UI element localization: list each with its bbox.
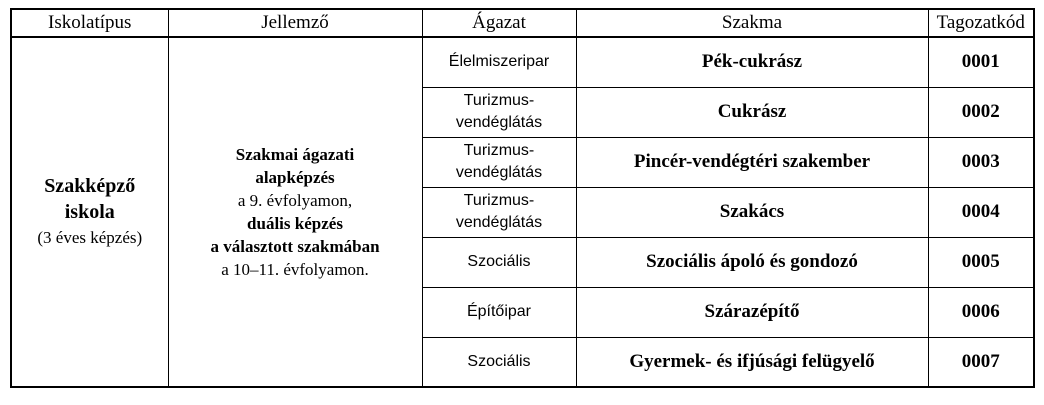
sector-line: Turizmus-: [463, 192, 535, 209]
profession-cell: Szakács: [576, 187, 928, 237]
code-cell: 0003: [928, 137, 1034, 187]
description-line: duális képzés: [247, 214, 343, 233]
sector-cell: [422, 137, 576, 187]
header-sector: Ágazat: [422, 9, 576, 37]
description-line: a 10–11. évfolyamon.: [221, 260, 369, 279]
sector-line: vendéglátás: [455, 214, 543, 231]
description-line: a 9. évfolyamon,: [237, 191, 353, 210]
header-characteristic: Jellemző: [168, 9, 422, 37]
school-programs-table: [10, 8, 1035, 388]
sector-cell: [422, 187, 576, 237]
school-type-name-line1: Szakképző: [44, 175, 136, 197]
school-type-note: (3 éves képzés): [37, 228, 143, 247]
code-cell: 0005: [928, 237, 1034, 287]
sector-line: vendéglátás: [455, 164, 543, 181]
sector-cell: [422, 87, 576, 137]
code-cell: 0007: [928, 337, 1034, 387]
description-line: a választott szakmában: [210, 237, 380, 256]
header-profession: Szakma: [576, 9, 928, 37]
sector-line: Turizmus-: [463, 142, 535, 159]
school-type-name-line2: iskola: [64, 201, 115, 223]
sector-line: Élelmiszeripar: [448, 53, 550, 71]
sector-cell: [422, 37, 576, 87]
sector-cell: [422, 337, 576, 387]
description-line: alapképzés: [255, 168, 335, 187]
profession-cell: Szociális ápoló és gondozó: [576, 237, 928, 287]
code-cell: 0006: [928, 287, 1034, 337]
header-section-code: Tagozatkód: [928, 9, 1034, 37]
profession-cell: Szárazépítő: [576, 287, 928, 337]
sector-line: Szociális: [467, 253, 531, 270]
description-cell: [168, 37, 422, 387]
sector-line: Építőipar: [466, 303, 532, 320]
code-cell: 0004: [928, 187, 1034, 237]
sector-line: Turizmus-: [463, 92, 535, 109]
sector-line: vendéglátás: [455, 114, 543, 131]
profession-cell: Pincér-vendégtéri szakember: [576, 137, 928, 187]
sector-cell: [422, 287, 576, 337]
code-cell: 0002: [928, 87, 1034, 137]
school-type-cell: [11, 37, 168, 387]
profession-cell: Pék-cukrász: [576, 37, 928, 87]
code-cell: 0001: [928, 37, 1034, 87]
header-row: [11, 9, 1034, 37]
profession-cell: Gyermek- és ifjúsági felügyelő: [576, 337, 928, 387]
sector-cell: [422, 237, 576, 287]
profession-cell: Cukrász: [576, 87, 928, 137]
header-school-type: Iskolatípus: [11, 9, 168, 37]
description-line: Szakmai ágazati: [235, 145, 355, 164]
sector-line: Szociális: [467, 352, 531, 370]
table-row: [11, 37, 1034, 87]
